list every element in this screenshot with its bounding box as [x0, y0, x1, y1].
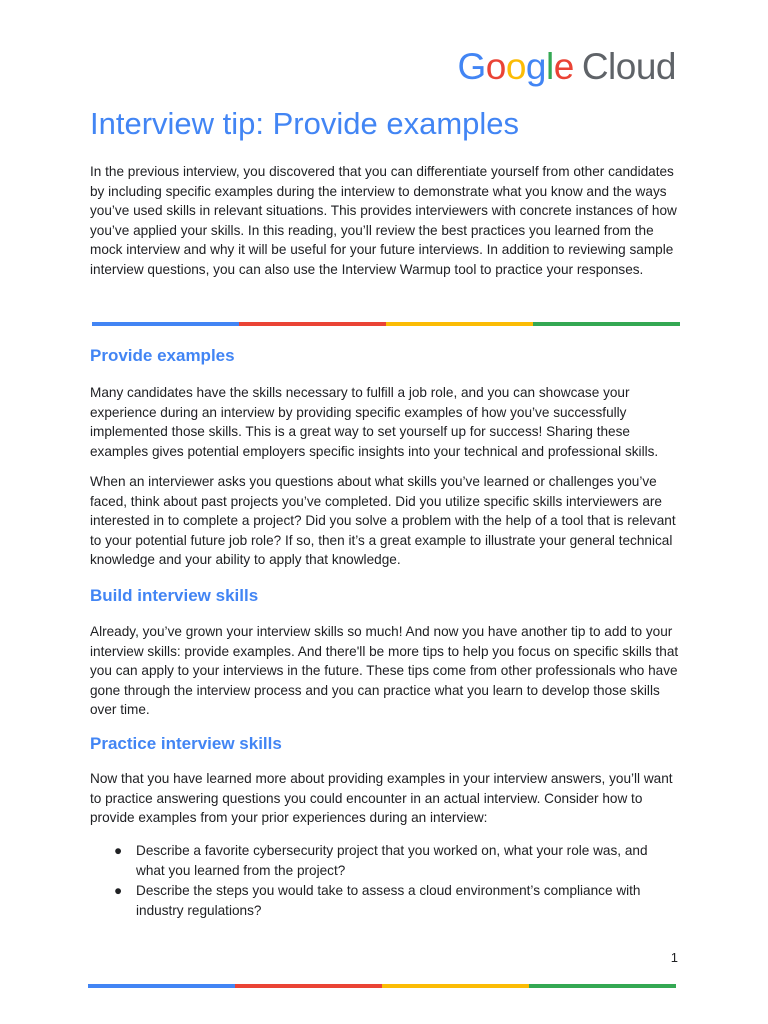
logo-letter: G: [457, 46, 486, 87]
logo-letter: e: [553, 46, 574, 87]
page-title: Interview tip: Provide examples: [90, 106, 520, 141]
footer-divider: [88, 984, 676, 988]
section-paragraph: Already, you’ve grown your interview skills so much! And now you have another tip to add to your interview skills: provide examples. And there'll be more tips to help you focus on specific skills that you can apply to your interviews in the future. These tips come from other professionals who have gone through the interview process and you can practice what you learn to develop those skills over time.: [90, 624, 679, 718]
page-number: 1: [670, 950, 678, 965]
list-item: [114, 841, 674, 880]
list-item-text: Describe a favorite cybersecurity project that you worked on, what your role was, and what you learned from the project?: [136, 843, 648, 878]
logo-letter: g: [525, 46, 546, 87]
bullet-icon: ●: [114, 883, 123, 899]
section-paragraph: Now that you have learned more about providing examples in your interview answers, you’ll want to practice answering questions you could encounter in an actual interview. Consider how to provide examples from your prior experiences during an interview:: [90, 771, 673, 826]
section-heading-provide-examples: Provide examples: [90, 346, 235, 365]
section-paragraph: When an interviewer asks you questions about what skills you’ve learned or challenges you’ve faced, think about past projects you’ve completed. Did you utilize specific skills interviewers are interested in to complete a project? Did you solve a problem with the help of a tool that is relevant to your potential future job role? If so, then it’s a great example to illustrate your general technical knowledge and your ability to apply that knowledge.: [90, 474, 676, 568]
logo-letter: l: [546, 46, 554, 87]
google-cloud-logo: [457, 46, 676, 88]
logo-cloud-text: Cloud: [581, 46, 676, 87]
intro-paragraph: In the previous interview, you discovered that you can differentiate yourself from other candidates by including specific examples during the interview to demonstrate what you know and the ways you’ve used skills in relevant situations. This provides interviewers with concrete instances of how you’ve applied your skills. In this reading, you’ll review the best practices you learned from the mock interview and why it will be useful for your future interviews. In addition to reviewing sample interview questions, you can also use the Interview Warmup tool to practice your responses.: [90, 164, 677, 277]
practice-question-list: [114, 841, 674, 921]
section-heading-build-interview-skills: Build interview skills: [90, 586, 259, 605]
section-heading-practice-interview-skills: Practice interview skills: [90, 734, 282, 753]
list-item-text: Describe the steps you would take to assess a cloud environment’s compliance with industry regulations?: [136, 883, 641, 918]
section-divider: [92, 322, 680, 326]
bullet-icon: ●: [114, 843, 123, 858]
section-paragraph: Many candidates have the skills necessary to fulfill a job role, and you can showcase your experience during an interview by providing specific examples of how you’ve successfully implemented those skills. This is a great way to set yourself up for success! Sharing these examples gives potential employers specific insights into your technical and professional skills.: [90, 385, 659, 459]
logo-letter: o: [485, 46, 506, 87]
list-item: [114, 881, 674, 920]
logo-letter: o: [505, 46, 526, 87]
